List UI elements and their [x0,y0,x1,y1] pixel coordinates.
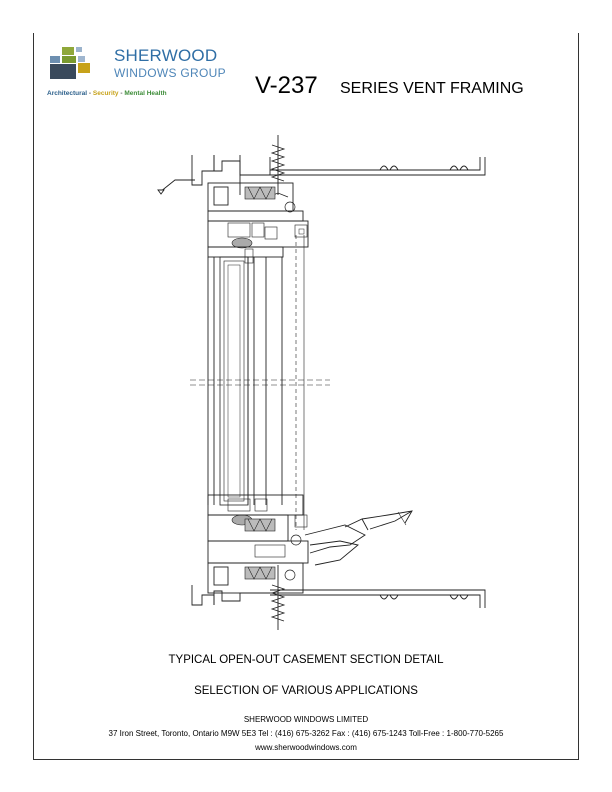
footer-address: 37 Iron Street, Toronto, Ontario M9W 5E3 Tel : (416) 675-3262 Fax : (416) 675-1243 Toll-Free : 1-800-770-5265 [108,729,504,738]
logo-company-subname: WINDOWS GROUP [114,66,226,80]
footer-company-name: SHERWOOD WINDOWS LIMITED [243,715,369,724]
applications-caption: SELECTION OF VARIOUS APPLICATIONS [194,685,418,697]
page-border-left [33,33,34,760]
section-detail-drawing [150,135,495,630]
section-detail-caption: TYPICAL OPEN-OUT CASEMENT SECTION DETAIL [168,654,444,666]
tagline-separator: - [118,90,125,97]
tagline-separator: - [87,90,93,97]
footer-website: www.sherwoodwindows.com [255,743,357,752]
product-series-title: SERIES VENT FRAMING [340,80,524,97]
company-logo-icon [50,47,92,79]
tagline-security: Security [92,90,119,97]
tagline-architectural: Architectural [47,90,88,97]
page-border-right [578,33,579,760]
logo-tagline [47,90,167,97]
page-border-bottom [33,759,579,760]
tagline-mental-health: Mental Health [124,90,167,97]
product-code: V-237 [255,72,318,99]
logo-company-name: SHERWOOD [114,46,218,65]
